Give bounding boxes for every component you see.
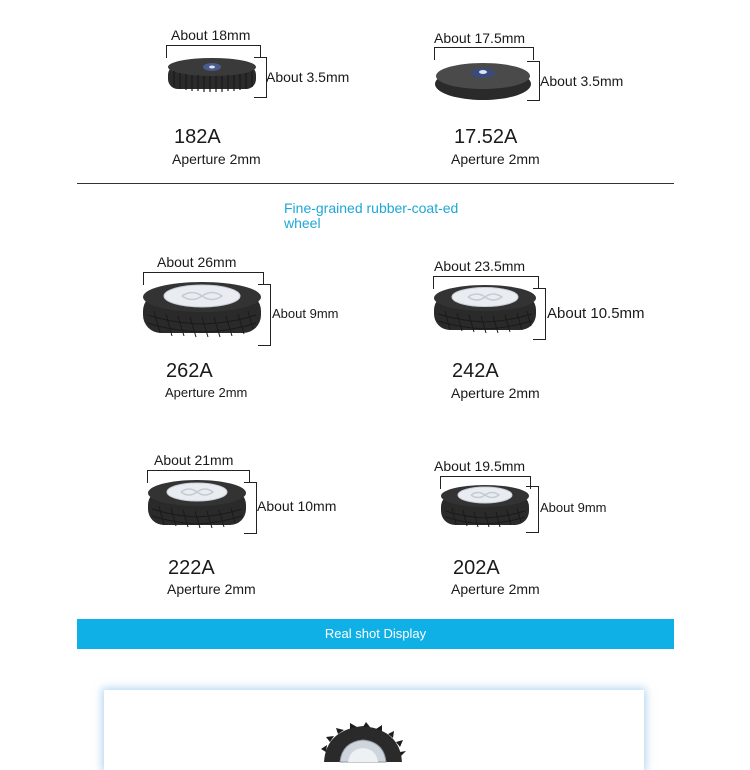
rubber-wheel-image [142, 281, 262, 345]
diameter-label: About 23.5mm [434, 258, 526, 274]
model-code: 202A [453, 557, 500, 579]
thickness-label: About 10.5mm [547, 305, 645, 322]
rubber-wheel-image [433, 284, 537, 340]
thickness-label: About 3.5mm [540, 73, 624, 89]
aperture-label: Aperture 2mm [172, 151, 261, 167]
thickness-label: About 3.5mm [266, 69, 350, 85]
diameter-label: About 26mm [157, 254, 237, 270]
thickness-label: About 9mm [272, 306, 339, 321]
thickness-label: About 10mm [257, 498, 337, 514]
real-shot-banner [77, 619, 674, 649]
aperture-label: Aperture 2mm [167, 581, 256, 597]
rubber-wheel-image [147, 479, 247, 535]
wheel-photo-image [320, 722, 406, 762]
model-code: 17.52A [454, 126, 518, 148]
aperture-label: Aperture 2mm [165, 385, 248, 400]
rubber-wheel-image [440, 484, 530, 534]
model-code: 242A [452, 360, 499, 382]
diameter-label: About 21mm [154, 452, 234, 468]
model-code: 262A [166, 360, 213, 382]
diameter-label: About 17.5mm [434, 30, 526, 46]
section-divider [77, 183, 674, 184]
model-code: 182A [174, 126, 221, 148]
section-subtitle: Fine-grained rubber-coat-ed wheel [284, 200, 459, 231]
aperture-label: Aperture 2mm [451, 581, 540, 597]
gear-wheel-image [166, 55, 258, 97]
real-shot-photo-card [104, 690, 644, 770]
disc-wheel-image [434, 58, 532, 102]
thickness-label: About 9mm [540, 500, 607, 515]
diameter-label: About 19.5mm [434, 458, 526, 474]
banner-label: Real shot Display [324, 626, 427, 641]
model-code: 222A [168, 557, 215, 579]
diameter-label: About 18mm [171, 27, 251, 43]
aperture-label: Aperture 2mm [451, 385, 540, 401]
aperture-label: Aperture 2mm [451, 151, 540, 167]
